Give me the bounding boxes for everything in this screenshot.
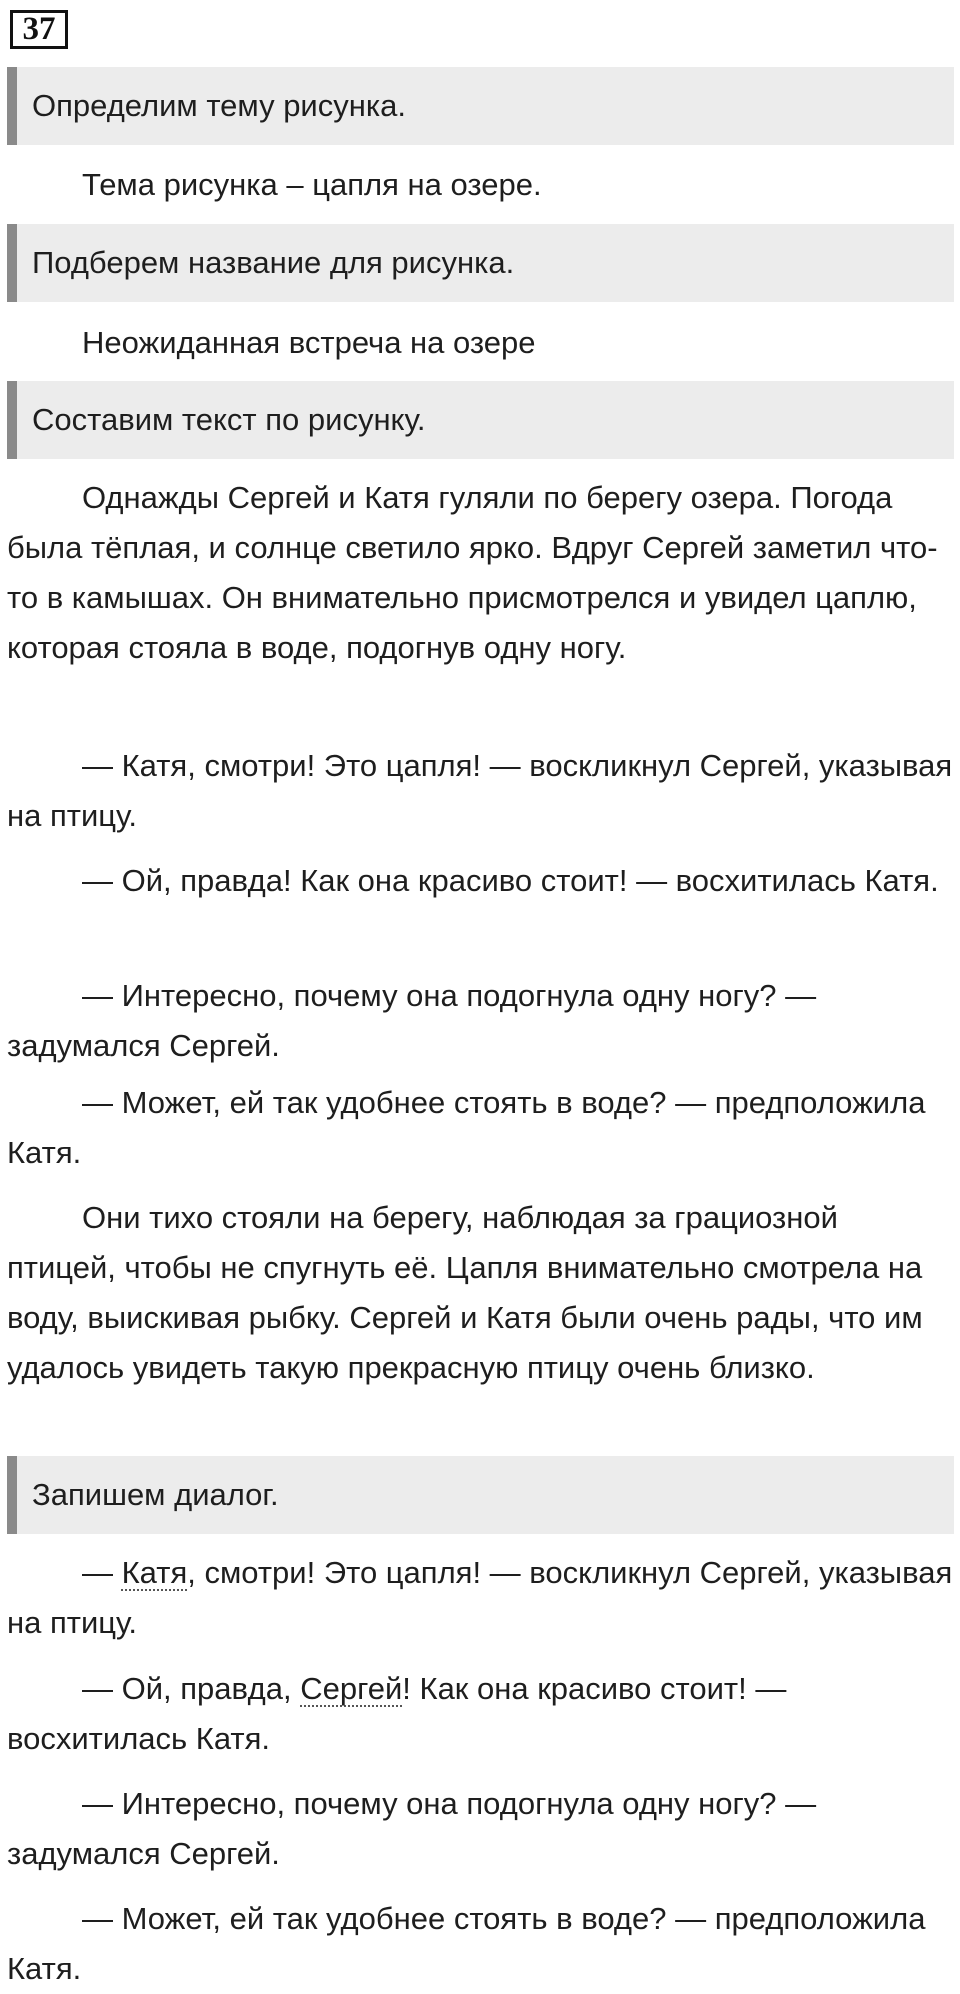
task-number-box: 37 — [10, 10, 68, 49]
section-header-theme: Определим тему рисунка. — [7, 67, 954, 145]
story-paragraph-3: — Ой, правда! Как она красиво стоит! — восхитилась Катя. — [82, 863, 939, 898]
story-paragraph-1: Однажды Сергей и Катя гуляли по берегу озера. Погода была тёплая, и солнце светило ярко. Вдруг Сергей заметил что-то в камышах. Он внимательно присмотрелся и увидел цаплю, которая стояла в воде, подогнув одну ногу. — [7, 480, 938, 665]
dialog-line-3: — Интересно, почему она подогнула одну ногу? — задумался Сергей. — [7, 1786, 817, 1871]
story-paragraph-5: — Может, ей так удобнее стоять в воде? — предположила Катя. — [7, 1085, 926, 1170]
dialog-line-1-address: Катя — [121, 1555, 188, 1590]
dialog-line-1-dash: — — [82, 1555, 122, 1590]
story-paragraph-4: — Интересно, почему она подогнула одну ногу? — задумался Сергей. — [7, 978, 817, 1063]
section-header-dialog: Запишем диалог. — [7, 1456, 954, 1534]
dialog-line-2-start: — Ой, правда, — [82, 1671, 301, 1706]
dialog-line-1 — [7, 1548, 955, 1648]
dialog-line-2-rest: ! Как она красиво стоит! — восхитилась Катя. — [7, 1671, 787, 1756]
theme-text: Тема рисунка – цапля на озере. — [82, 167, 542, 202]
story-paragraph-2: — Катя, смотри! Это цапля! — воскликнул Сергей, указывая на птицу. — [7, 748, 953, 833]
dialog-line-1-rest: , смотри! Это цапля! — воскликнул Сергей, указывая на птицу. — [7, 1555, 953, 1640]
dialog-line-4: — Может, ей так удобнее стоять в воде? — предположила Катя. — [7, 1901, 926, 1986]
section-header-story: Составим текст по рисунку. — [7, 381, 954, 459]
story-paragraph-6: Они тихо стояли на берегу, наблюдая за грациозной птицей, чтобы не спугнуть её. Цапля внимательно смотрела на воду, выискивая рыбку. Сергей и Катя были очень рады, что им удалось увидеть такую прекрасную птицу очень близко. — [7, 1200, 923, 1385]
dialog-line-2-address: Сергей — [300, 1671, 403, 1706]
section-header-title: Подберем название для рисунка. — [7, 224, 954, 302]
title-text: Неожиданная встреча на озере — [82, 325, 536, 360]
dialog-line-2 — [7, 1664, 955, 1764]
